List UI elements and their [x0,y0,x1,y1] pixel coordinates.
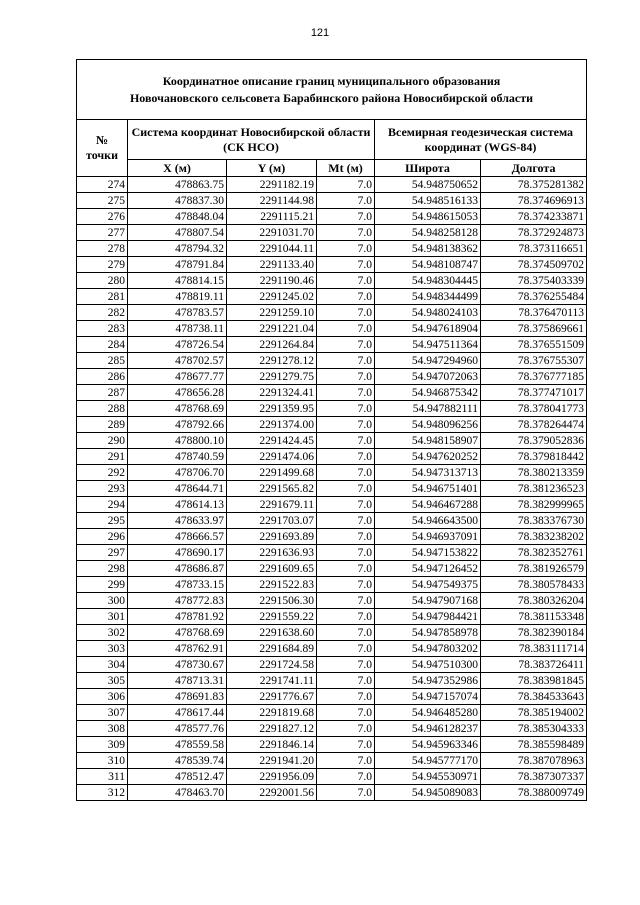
cell-y: 2291506.30 [227,593,317,609]
cell-y: 2291741.11 [227,673,317,689]
cell-point-number: 293 [77,481,128,497]
cell-y: 2291703.07 [227,513,317,529]
cell-point-number: 283 [77,321,128,337]
cell-y: 2291941.20 [227,753,317,769]
cell-y: 2291144.98 [227,193,317,209]
table-row [77,353,587,369]
cell-y: 2291424.45 [227,433,317,449]
cell-mt: 7.0 [317,353,375,369]
cell-mt: 7.0 [317,609,375,625]
cell-point-number: 308 [77,721,128,737]
cell-y: 2291031.70 [227,225,317,241]
cell-longitude: 78.382390184 [481,625,587,641]
cell-mt: 7.0 [317,529,375,545]
cell-latitude: 54.945089083 [375,785,481,801]
cell-point-number: 305 [77,673,128,689]
cell-latitude: 54.946643500 [375,513,481,529]
cell-mt: 7.0 [317,577,375,593]
cell-mt: 7.0 [317,401,375,417]
cell-point-number: 306 [77,689,128,705]
cell-mt: 7.0 [317,625,375,641]
cell-longitude: 78.385598489 [481,737,587,753]
cell-mt: 7.0 [317,769,375,785]
cell-x: 478713.31 [128,673,227,689]
table-row [77,497,587,513]
cell-x: 478686.87 [128,561,227,577]
header-y: Y (м) [227,160,317,177]
header-x: X (м) [128,160,227,177]
cell-x: 478726.54 [128,337,227,353]
table-row [77,385,587,401]
cell-longitude: 78.378264474 [481,417,587,433]
cell-latitude: 54.947511364 [375,337,481,353]
cell-y: 2291724.58 [227,657,317,673]
cell-x: 478644.71 [128,481,227,497]
cell-y: 2291693.89 [227,529,317,545]
cell-mt: 7.0 [317,321,375,337]
cell-mt: 7.0 [317,657,375,673]
cell-mt: 7.0 [317,705,375,721]
table-row [77,673,587,689]
cell-point-number: 277 [77,225,128,241]
cell-y: 2291827.12 [227,721,317,737]
cell-longitude: 78.374509702 [481,257,587,273]
cell-point-number: 275 [77,193,128,209]
table-row [77,337,587,353]
cell-y: 2291182.19 [227,177,317,193]
cell-mt: 7.0 [317,193,375,209]
table-title [77,60,587,120]
cell-latitude: 54.947803202 [375,641,481,657]
cell-longitude: 78.387078963 [481,753,587,769]
header-mt: Mt (м) [317,160,375,177]
cell-longitude: 78.374696913 [481,193,587,209]
cell-latitude: 54.948615053 [375,209,481,225]
cell-longitude: 78.376255484 [481,289,587,305]
table-row [77,417,587,433]
cell-x: 478814.15 [128,273,227,289]
cell-x: 478768.69 [128,401,227,417]
cell-x: 478463.70 [128,785,227,801]
cell-mt: 7.0 [317,481,375,497]
cell-y: 2291609.65 [227,561,317,577]
table-row [77,481,587,497]
cell-longitude: 78.383981845 [481,673,587,689]
cell-x: 478791.84 [128,257,227,273]
cell-latitude: 54.947352986 [375,673,481,689]
cell-x: 478559.58 [128,737,227,753]
cell-longitude: 78.372924873 [481,225,587,241]
cell-latitude: 54.947882111 [375,401,481,417]
cell-x: 478633.97 [128,513,227,529]
cell-longitude: 78.380326204 [481,593,587,609]
cell-y: 2291374.00 [227,417,317,433]
cell-mt: 7.0 [317,497,375,513]
cell-latitude: 54.947549375 [375,577,481,593]
table-row [77,225,587,241]
cell-x: 478848.04 [128,209,227,225]
cell-latitude: 54.947510300 [375,657,481,673]
cell-x: 478666.57 [128,529,227,545]
cell-y: 2291636.93 [227,545,317,561]
cell-mt: 7.0 [317,273,375,289]
cell-point-number: 300 [77,593,128,609]
cell-point-number: 279 [77,257,128,273]
cell-latitude: 54.948024103 [375,305,481,321]
cell-point-number: 274 [77,177,128,193]
header-group-nso: Система координат Новосибирской области (СК НСО) [128,120,375,160]
cell-point-number: 291 [77,449,128,465]
cell-x: 478819.11 [128,289,227,305]
cell-latitude: 54.948158907 [375,433,481,449]
cell-longitude: 78.375281382 [481,177,587,193]
cell-x: 478772.83 [128,593,227,609]
table-row [77,369,587,385]
table-row [77,721,587,737]
cell-y: 2291359.95 [227,401,317,417]
cell-longitude: 78.381236523 [481,481,587,497]
cell-mt: 7.0 [317,433,375,449]
table-title-line1: Координатное описание границ муниципального образования [162,73,501,88]
cell-y: 2291279.75 [227,369,317,385]
cell-mt: 7.0 [317,593,375,609]
table-row [77,289,587,305]
cell-point-number: 292 [77,465,128,481]
cell-latitude: 54.947984421 [375,609,481,625]
cell-mt: 7.0 [317,753,375,769]
cell-x: 478837.30 [128,193,227,209]
cell-point-number: 294 [77,497,128,513]
cell-mt: 7.0 [317,641,375,657]
cell-point-number: 311 [77,769,128,785]
cell-mt: 7.0 [317,385,375,401]
cell-mt: 7.0 [317,337,375,353]
cell-point-number: 284 [77,337,128,353]
cell-latitude: 54.946128237 [375,721,481,737]
table-row [77,737,587,753]
cell-y: 2291684.89 [227,641,317,657]
cell-point-number: 289 [77,417,128,433]
cell-mt: 7.0 [317,721,375,737]
cell-latitude: 54.947153822 [375,545,481,561]
header-group-wgs: Всемирная геодезическая система координат (WGS-84) [375,120,587,160]
cell-latitude: 54.945777170 [375,753,481,769]
cell-x: 478863.75 [128,177,227,193]
cell-longitude: 78.375403339 [481,273,587,289]
cell-mt: 7.0 [317,257,375,273]
cell-mt: 7.0 [317,737,375,753]
cell-x: 478740.59 [128,449,227,465]
cell-longitude: 78.381926579 [481,561,587,577]
cell-mt: 7.0 [317,209,375,225]
cell-y: 2291846.14 [227,737,317,753]
cell-x: 478690.17 [128,545,227,561]
cell-x: 478730.67 [128,657,227,673]
header-point-number [77,120,128,177]
cell-y: 2291278.12 [227,353,317,369]
cell-mt: 7.0 [317,241,375,257]
table-row [77,705,587,721]
cell-mt: 7.0 [317,289,375,305]
cell-point-number: 276 [77,209,128,225]
cell-longitude: 78.383238202 [481,529,587,545]
cell-mt: 7.0 [317,417,375,433]
cell-latitude: 54.946875342 [375,385,481,401]
cell-latitude: 54.948138362 [375,241,481,257]
table-row [77,625,587,641]
table-row [77,513,587,529]
cell-mt: 7.0 [317,689,375,705]
cell-longitude: 78.382999965 [481,497,587,513]
cell-latitude: 54.948344499 [375,289,481,305]
cell-point-number: 303 [77,641,128,657]
cell-x: 478577.76 [128,721,227,737]
cell-point-number: 280 [77,273,128,289]
cell-longitude: 78.383111714 [481,641,587,657]
cell-y: 2291259.10 [227,305,317,321]
cell-longitude: 78.380213359 [481,465,587,481]
cell-y: 2291190.46 [227,273,317,289]
cell-point-number: 302 [77,625,128,641]
cell-x: 478733.15 [128,577,227,593]
table-row [77,257,587,273]
cell-y: 2291559.22 [227,609,317,625]
cell-longitude: 78.388009749 [481,785,587,801]
table-row [77,401,587,417]
cell-x: 478706.70 [128,465,227,481]
cell-mt: 7.0 [317,513,375,529]
cell-longitude: 78.376551509 [481,337,587,353]
cell-latitude: 54.946751401 [375,481,481,497]
cell-latitude: 54.947126452 [375,561,481,577]
cell-mt: 7.0 [317,225,375,241]
cell-point-number: 296 [77,529,128,545]
cell-longitude: 78.378041773 [481,401,587,417]
cell-latitude: 54.948304445 [375,273,481,289]
cell-latitude: 54.946467288 [375,497,481,513]
cell-mt: 7.0 [317,449,375,465]
table-row [77,577,587,593]
cell-y: 2291819.68 [227,705,317,721]
cell-mt: 7.0 [317,305,375,321]
cell-latitude: 54.947313713 [375,465,481,481]
table-row [77,321,587,337]
cell-y: 2292001.56 [227,785,317,801]
cell-point-number: 304 [77,657,128,673]
header-point-number-symbol: № [95,133,109,147]
cell-point-number: 295 [77,513,128,529]
table-row [77,593,587,609]
cell-x: 478783.57 [128,305,227,321]
table-row [77,465,587,481]
page-number: 121 [310,27,330,39]
table-title-line2: Новочановского сельсовета Барабинского района Новосибирской области [129,90,534,105]
cell-latitude: 54.946485280 [375,705,481,721]
cell-latitude: 54.947620252 [375,449,481,465]
cell-latitude: 54.945530971 [375,769,481,785]
cell-longitude: 78.376755307 [481,353,587,369]
cell-x: 478691.83 [128,689,227,705]
cell-mt: 7.0 [317,177,375,193]
cell-latitude: 54.947907168 [375,593,481,609]
cell-point-number: 301 [77,609,128,625]
header-latitude: Широта [375,160,481,177]
cell-point-number: 298 [77,561,128,577]
cell-longitude: 78.387307337 [481,769,587,785]
cell-mt: 7.0 [317,561,375,577]
cell-longitude: 78.374233871 [481,209,587,225]
cell-mt: 7.0 [317,673,375,689]
cell-point-number: 290 [77,433,128,449]
coordinates-table [76,59,587,801]
cell-y: 2291499.68 [227,465,317,481]
cell-point-number: 287 [77,385,128,401]
cell-x: 478677.77 [128,369,227,385]
cell-y: 2291776.67 [227,689,317,705]
cell-longitude: 78.379052836 [481,433,587,449]
table-row [77,273,587,289]
cell-x: 478702.57 [128,353,227,369]
cell-x: 478800.10 [128,433,227,449]
cell-x: 478762.91 [128,641,227,657]
cell-point-number: 286 [77,369,128,385]
cell-longitude: 78.383376730 [481,513,587,529]
table-row [77,657,587,673]
cell-y: 2291522.83 [227,577,317,593]
cell-point-number: 285 [77,353,128,369]
cell-latitude: 54.947157074 [375,689,481,705]
cell-mt: 7.0 [317,545,375,561]
cell-x: 478738.11 [128,321,227,337]
cell-longitude: 78.383726411 [481,657,587,673]
cell-y: 2291264.84 [227,337,317,353]
table-row [77,209,587,225]
cell-longitude: 78.380578433 [481,577,587,593]
cell-x: 478792.66 [128,417,227,433]
cell-latitude: 54.948096256 [375,417,481,433]
table-row [77,753,587,769]
table-row [77,561,587,577]
cell-y: 2291133.40 [227,257,317,273]
cell-longitude: 78.384533643 [481,689,587,705]
cell-y: 2291474.06 [227,449,317,465]
cell-longitude: 78.382352761 [481,545,587,561]
table-row [77,689,587,705]
cell-y: 2291324.41 [227,385,317,401]
cell-x: 478512.47 [128,769,227,785]
cell-latitude: 54.948108747 [375,257,481,273]
cell-latitude: 54.947618904 [375,321,481,337]
cell-longitude: 78.376777185 [481,369,587,385]
cell-y: 2291044.11 [227,241,317,257]
cell-longitude: 78.385194002 [481,705,587,721]
cell-x: 478656.28 [128,385,227,401]
cell-latitude: 54.947294960 [375,353,481,369]
cell-point-number: 309 [77,737,128,753]
cell-point-number: 312 [77,785,128,801]
header-point-number-label: точки [85,148,119,162]
cell-mt: 7.0 [317,785,375,801]
table-row [77,177,587,193]
cell-y: 2291956.09 [227,769,317,785]
cell-x: 478539.74 [128,753,227,769]
cell-point-number: 281 [77,289,128,305]
table-row [77,769,587,785]
cell-longitude: 78.375869661 [481,321,587,337]
cell-x: 478807.54 [128,225,227,241]
cell-latitude: 54.945963346 [375,737,481,753]
cell-point-number: 278 [77,241,128,257]
cell-latitude: 54.946937091 [375,529,481,545]
cell-point-number: 299 [77,577,128,593]
cell-point-number: 288 [77,401,128,417]
cell-y: 2291679.11 [227,497,317,513]
table-row [77,305,587,321]
cell-y: 2291565.82 [227,481,317,497]
cell-point-number: 310 [77,753,128,769]
table-row [77,529,587,545]
table-row [77,785,587,801]
cell-point-number: 307 [77,705,128,721]
table-row [77,449,587,465]
cell-longitude: 78.385304333 [481,721,587,737]
cell-y: 2291638.60 [227,625,317,641]
cell-latitude: 54.948258128 [375,225,481,241]
cell-longitude: 78.373116651 [481,241,587,257]
cell-point-number: 282 [77,305,128,321]
cell-y: 2291221.04 [227,321,317,337]
table-row [77,609,587,625]
cell-x: 478614.13 [128,497,227,513]
cell-longitude: 78.379818442 [481,449,587,465]
table-body [77,177,587,801]
table-row [77,641,587,657]
table-row [77,545,587,561]
cell-longitude: 78.376470113 [481,305,587,321]
cell-y: 2291115.21 [227,209,317,225]
cell-latitude: 54.948750652 [375,177,481,193]
table-row [77,241,587,257]
cell-mt: 7.0 [317,465,375,481]
cell-latitude: 54.948516133 [375,193,481,209]
cell-mt: 7.0 [317,369,375,385]
cell-x: 478781.92 [128,609,227,625]
cell-longitude: 78.381153348 [481,609,587,625]
cell-x: 478768.69 [128,625,227,641]
cell-latitude: 54.947858978 [375,625,481,641]
cell-latitude: 54.947072063 [375,369,481,385]
cell-y: 2291245.02 [227,289,317,305]
cell-x: 478617.44 [128,705,227,721]
cell-point-number: 297 [77,545,128,561]
table-row [77,433,587,449]
header-longitude: Долгота [481,160,587,177]
cell-x: 478794.32 [128,241,227,257]
cell-longitude: 78.377471017 [481,385,587,401]
table-row [77,193,587,209]
